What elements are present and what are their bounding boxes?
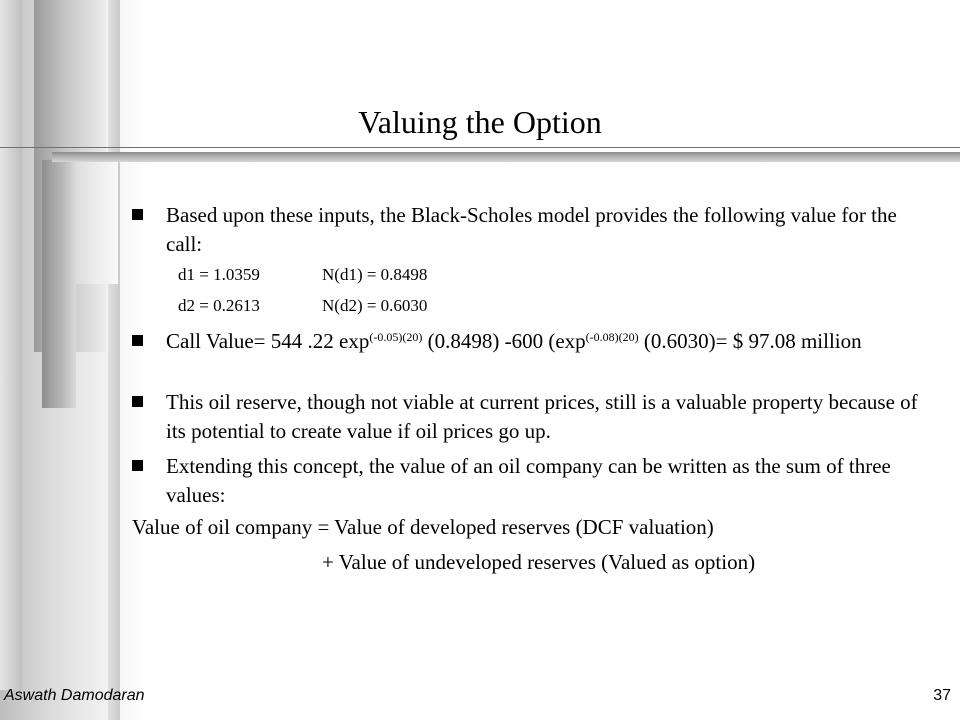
bullet-item: [132, 201, 922, 259]
nd2-value: N(d2) = 0.6030: [322, 296, 428, 315]
bullet-square-icon: [132, 460, 143, 471]
bullet-item: [132, 327, 922, 356]
formula-row: [178, 295, 427, 317]
d2-value: d2 = 0.2613: [178, 296, 260, 315]
call-value-part: Call Value= 544 .22 exp: [166, 329, 370, 353]
bullet-text: Extending this concept, the value of an oil company can be written as the sum of three values:: [166, 454, 891, 507]
call-value-text: [166, 327, 922, 356]
formula-row: [178, 264, 427, 286]
call-value-part: (0.6030)= $ 97.08 million: [638, 329, 862, 353]
call-value-part: (0.8498) -600 (exp: [422, 329, 586, 353]
exponent: (-0.05)(20): [369, 330, 423, 344]
bullet-square-icon: [132, 335, 143, 346]
title-underline-thin: [0, 147, 960, 148]
bullet-text: Based upon these inputs, the Black-Scholes model provides the following value for the call:: [166, 203, 897, 256]
bullet-item: [132, 452, 922, 510]
valuation-line: Value of oil company = Value of developed reserves (DCF valuation): [132, 515, 714, 539]
exponent: (-0.08)(20): [585, 330, 639, 344]
bullet-square-icon: [132, 396, 143, 407]
title-underline: [52, 152, 960, 162]
slide-title: Valuing the Option: [358, 104, 602, 140]
valuation-line: + Value of undeveloped reserves (Valued as option): [322, 550, 756, 574]
d1-value: d1 = 1.0359: [178, 265, 260, 284]
footer-author: Aswath Damodaran: [4, 687, 145, 704]
background-shadow-bar: [42, 160, 76, 408]
page-number: 37: [933, 687, 951, 704]
bullet-square-icon: [132, 209, 143, 220]
bullet-text: This oil reserve, though not viable at current prices, still is a valuable property because of its potential to create value if oil prices go up.: [166, 390, 918, 443]
bullet-item: [132, 388, 922, 446]
nd1-value: N(d1) = 0.8498: [322, 265, 428, 284]
